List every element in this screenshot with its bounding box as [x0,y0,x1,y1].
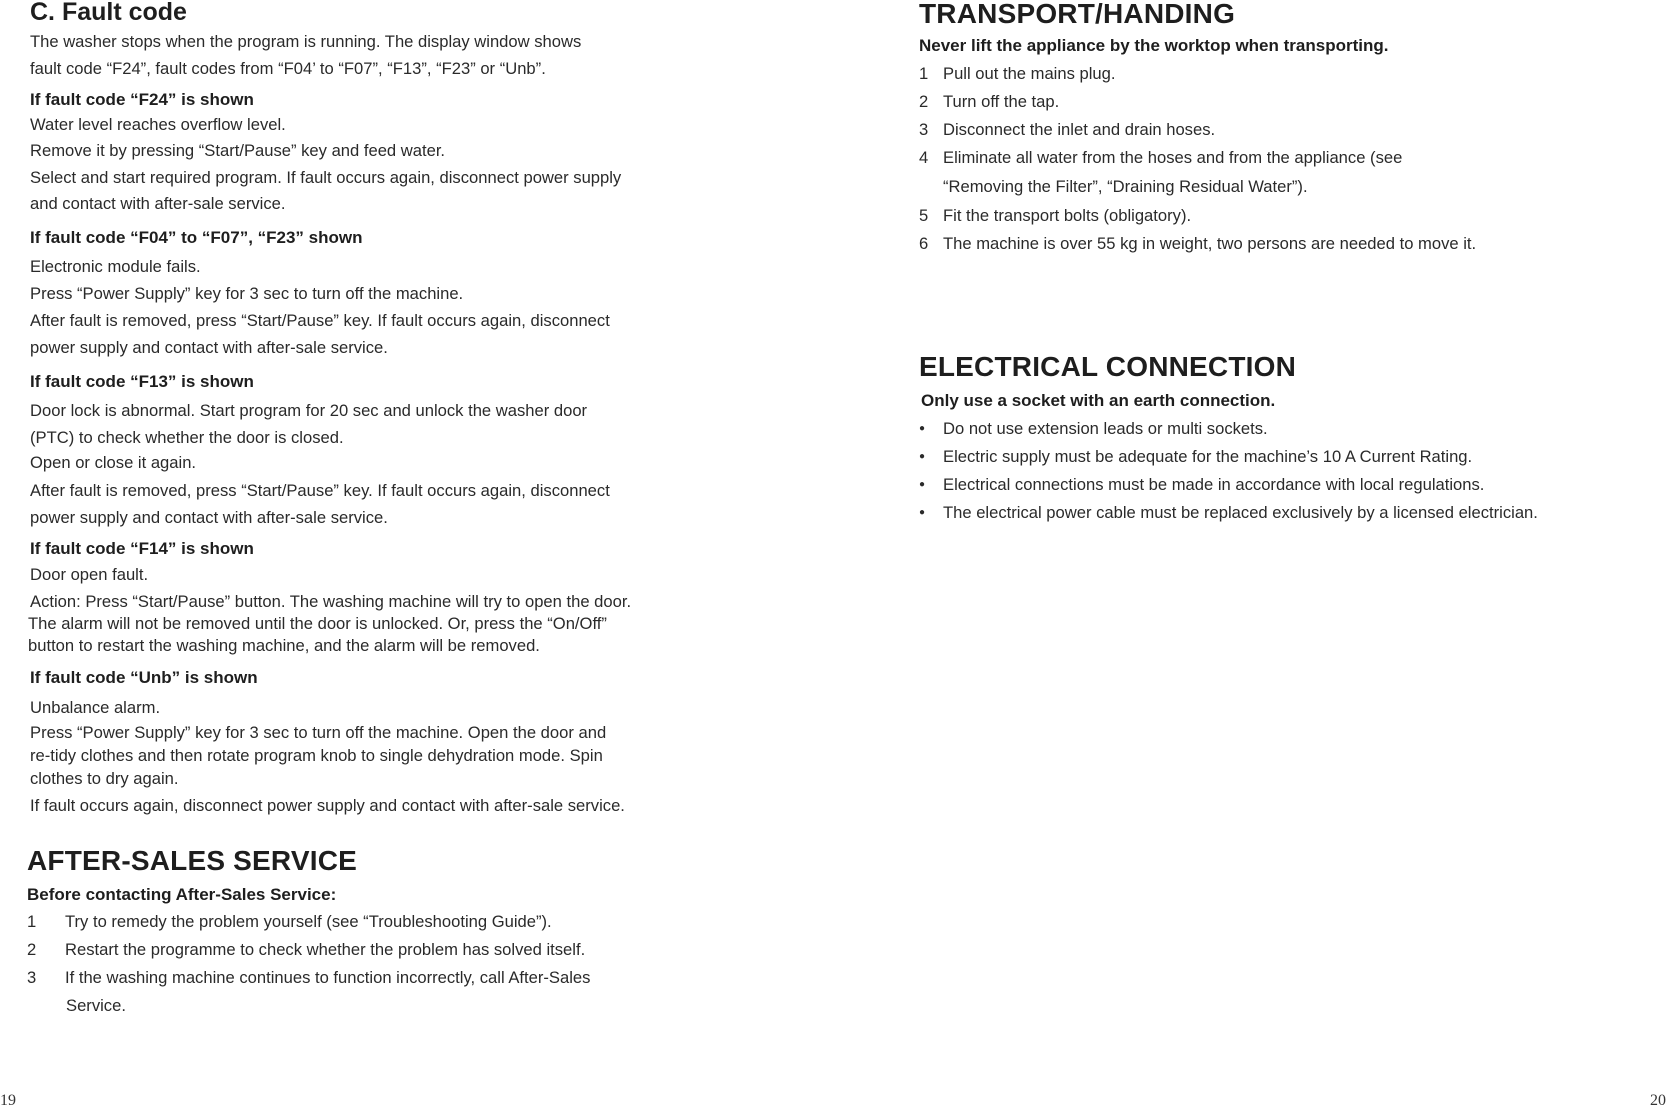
f14-line: Door open fault. [30,565,149,584]
left-page [0,0,760,1109]
item-text: Electric supply must be adequate for the machine’s 10 A Current Rating. [943,447,1473,466]
item-text: Electrical connections must be made in accordance with local regulations. [943,475,1485,494]
unb-line: re-tidy clothes and then rotate program knob to single dehydration mode. Spin [30,746,603,765]
bullet-icon: ● [919,507,926,519]
item-number: 5 [919,206,929,225]
f04-line: Electronic module fails. [30,257,201,276]
item-number: 3 [27,968,37,987]
electrical-bullet-item [919,447,1472,467]
f13-line: After fault is removed, press “Start/Pause” key. If fault occurs again, disconnect [30,481,610,500]
item-number: 2 [27,940,37,959]
after-sales-item [27,968,590,988]
bullet-icon: ● [919,451,926,463]
f24-line: Select and start required program. If fault occurs again, disconnect power supply [30,168,622,187]
item-number: 2 [919,92,929,111]
f24-line: Remove it by pressing “Start/Pause” key and feed water. [30,141,446,160]
f14-line: The alarm will not be removed until the door is unlocked. Or, press the “On/Off” [28,614,607,633]
electrical-bullet-item [919,475,1484,495]
transport-item-continuation: “Removing the Filter”, “Draining Residual Water”). [943,177,1308,196]
f14-line: Action: Press “Start/Pause” button. The washing machine will try to open the door. [30,592,632,611]
item-number: 6 [919,234,929,253]
f24-line: Water level reaches overflow level. [30,115,286,134]
after-sales-subheading: Before contacting After-Sales Service: [27,885,337,904]
f24-line: and contact with after-sale service. [30,194,286,213]
after-sales-item [27,940,585,960]
electrical-heading: ELECTRICAL CONNECTION [919,351,1297,382]
f14-heading: If fault code “F14” is shown [30,539,254,558]
f13-heading: If fault code “F13” is shown [30,372,254,391]
transport-heading: TRANSPORT/HANDING [919,0,1236,29]
item-number: 4 [919,148,929,167]
f24-heading: If fault code “F24” is shown [30,90,254,109]
page-number: 20 [1650,1092,1666,1109]
unb-heading: If fault code “Unb” is shown [30,668,258,687]
transport-item [919,64,1116,84]
item-text: The machine is over 55 kg in weight, two persons are needed to move it. [943,234,1477,253]
f14-line: button to restart the washing machine, and the alarm will be removed. [28,636,540,655]
electrical-bullet-item [919,503,1538,523]
unb-line: Press “Power Supply” key for 3 sec to turn off the machine. Open the door and [30,723,607,742]
after-sales-item-continuation: Service. [66,996,126,1015]
transport-item [919,148,1402,168]
f04-line: power supply and contact with after-sale service. [30,338,388,357]
f13-line: power supply and contact with after-sale service. [30,508,388,527]
page-number: 19 [0,1092,16,1109]
item-text: Do not use extension leads or multi sockets. [943,419,1268,438]
unb-line: Unbalance alarm. [30,698,161,717]
electrical-subheading: Only use a socket with an earth connection. [921,391,1276,410]
bullet-icon: ● [919,423,926,435]
item-text: Turn off the tap. [943,92,1060,111]
item-text: Disconnect the inlet and drain hoses. [943,120,1216,139]
intro-line-2: fault code “F24”, fault codes from “F04’ to “F07”, “F13”, “F23” or “Unb”. [30,59,546,78]
item-text: Pull out the mains plug. [943,64,1116,83]
intro-line-1: The washer stops when the program is running. The display window shows [30,32,582,51]
item-text: Eliminate all water from the hoses and from the appliance (see [943,148,1403,167]
item-text: Restart the programme to check whether the problem has solved itself. [65,940,586,959]
item-text: The electrical power cable must be replaced exclusively by a licensed electrician. [943,503,1538,522]
unb-line: If fault occurs again, disconnect power supply and contact with after-sale service. [30,796,625,815]
electrical-bullet-item [919,419,1268,439]
bullet-icon: ● [919,479,926,491]
f04-heading: If fault code “F04” to “F07”, “F23” shown [30,228,363,247]
item-number: 1 [27,912,37,931]
f13-line: (PTC) to check whether the door is closed. [30,428,344,447]
f13-line: Open or close it again. [30,453,197,472]
transport-subheading: Never lift the appliance by the worktop when transporting. [919,36,1389,55]
f04-line: After fault is removed, press “Start/Pause” key. If fault occurs again, disconnect [30,311,610,330]
item-number: 1 [919,64,929,83]
after-sales-item [27,912,552,932]
after-sales-heading: AFTER-SALES SERVICE [27,845,357,876]
f13-line: Door lock is abnormal. Start program for 20 sec and unlock the washer door [30,401,588,420]
transport-item [919,234,1476,254]
transport-item [919,120,1215,140]
unb-line: clothes to dry again. [30,769,179,788]
fault-code-heading: C. Fault code [30,0,187,26]
transport-item [919,206,1191,226]
transport-item [919,92,1059,112]
item-text: If the washing machine continues to function incorrectly, call After-Sales [65,968,591,987]
item-text: Fit the transport bolts (obligatory). [943,206,1192,225]
f04-line: Press “Power Supply” key for 3 sec to turn off the machine. [30,284,464,303]
item-text: Try to remedy the problem yourself (see “Troubleshooting Guide”). [65,912,552,931]
item-number: 3 [919,120,929,139]
right-page [910,0,1669,1109]
